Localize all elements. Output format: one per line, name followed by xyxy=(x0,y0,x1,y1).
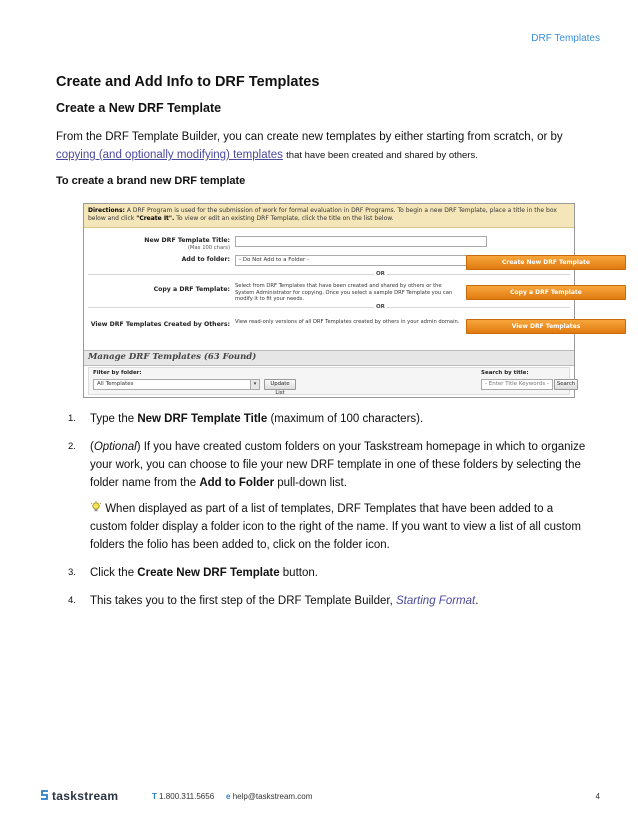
list-item xyxy=(56,564,586,582)
taskstream-logo-icon xyxy=(40,790,49,800)
list-item xyxy=(56,592,586,610)
step-number: 2. xyxy=(68,441,76,452)
manage-templates-title: Manage DRF Templates (63 Found) xyxy=(88,352,257,362)
manage-templates-bar xyxy=(84,350,574,366)
email-address: help@taskstream.com xyxy=(232,792,313,801)
directions-create-it: "Create It". xyxy=(136,215,175,222)
page-footer xyxy=(0,787,638,805)
page-number: 4 xyxy=(595,792,600,801)
copy-template-label: Copy a DRF Template: xyxy=(153,286,230,293)
copy-template-description: Select from DRF Templates that have been created and shared by others or the System Administrator for copying. Once you select a sample DRF Template you can modify it to fit your needs. xyxy=(235,283,453,302)
search-button[interactable]: Search xyxy=(554,379,578,390)
step-text: This takes you to the first step of the DRF Template Builder, xyxy=(90,595,396,607)
filter-area xyxy=(88,367,576,396)
search-title-input[interactable] xyxy=(481,379,553,390)
step-bold: Add to Folder xyxy=(199,477,275,489)
step-text: Click the xyxy=(90,567,138,579)
step-text: button. xyxy=(279,567,318,579)
filter-folder-select[interactable] xyxy=(93,379,260,390)
new-title-input[interactable] xyxy=(235,236,487,247)
footer-phone xyxy=(152,792,214,801)
section-subtitle: Create a New DRF Template xyxy=(56,101,222,115)
directions-box xyxy=(84,204,574,228)
list-item: 2. (Optional) If you have created custom folders on your Taskstream homepage in which to organize your work, you can choose to file your new DRF template in one of these folders by selecting the folder name from the Add to Folder pull-down list. xyxy=(56,438,586,492)
step-bold: New DRF Template Title xyxy=(137,413,268,425)
create-new-template-button[interactable]: Create New DRF Template xyxy=(466,255,626,270)
step-text: Type the xyxy=(90,413,138,425)
view-templates-description: View read-only versions of all DRF Templates created by others in your admin domain. xyxy=(235,319,460,325)
header-section-label: DRF Templates xyxy=(531,33,600,44)
phone-number: 1.800.311.5656 xyxy=(159,792,215,801)
footer-logo: taskstream xyxy=(52,789,119,803)
copy-templates-link[interactable]: copying (and optionally modifying) templates xyxy=(56,149,283,161)
page-title: Create and Add Info to DRF Templates xyxy=(56,74,320,90)
directions-label: Directions: xyxy=(88,207,125,214)
note-paragraph xyxy=(56,500,586,554)
directions-text-2: To view or edit an existing DRF Template, click the title on the list below. xyxy=(176,215,394,222)
add-folder-label: Add to folder: xyxy=(181,256,230,263)
step-text: (maximum of 100 characters). xyxy=(267,413,424,425)
steps-list xyxy=(56,410,586,610)
view-templates-button[interactable]: View DRF Templates xyxy=(466,319,626,334)
email-prefix: e xyxy=(226,792,231,801)
filter-folder-label: Filter by folder: xyxy=(93,370,142,376)
view-templates-label: View DRF Templates Created by Others: xyxy=(90,321,230,328)
step-text: ) If you have created custom folders on your Taskstream homepage in which to organize your work, you can choose to file your new DRF template in one of these folders by selecting the folder name from the xyxy=(90,441,586,489)
search-placeholder: - Enter Title Keywords - xyxy=(485,381,549,387)
or-separator-2: OR xyxy=(376,304,385,310)
search-title-label: Search by title: xyxy=(481,370,529,376)
folder-select-value: - Do Not Add to a Folder - xyxy=(239,257,309,263)
filter-folder-value: All Templates xyxy=(97,381,134,387)
step-number: 4. xyxy=(68,595,76,606)
intro-text: From the DRF Template Builder, you can create new templates by either starting from scratch, or by xyxy=(56,131,563,143)
copy-template-button[interactable]: Copy a DRF Template xyxy=(466,285,626,300)
folder-select[interactable] xyxy=(235,255,484,266)
directions-text: A DRF Program is used for the submission of work for formal evaluation in DRF Programs. To begin a new DRF Template, place a title in the box below and click xyxy=(88,207,557,222)
list-item xyxy=(56,410,586,428)
divider xyxy=(88,307,570,308)
intro-text-after: that have been created and shared by others. xyxy=(286,150,478,161)
step-number: 3. xyxy=(68,567,76,578)
step-text: pull-down list. xyxy=(274,477,347,489)
intro-paragraph xyxy=(56,128,586,165)
procedure-heading: To create a brand new DRF template xyxy=(56,175,246,187)
update-list-button[interactable]: Update List xyxy=(264,379,296,390)
note-text: When displayed as part of a list of templates, DRF Templates that have been added to a custom folder display a folder icon to the right of the name. If you want to view a list of all custom folders the folio has been added to, click on the folder icon. xyxy=(90,503,581,551)
footer-email xyxy=(226,792,312,801)
max-chars-note: (Max 100 chars) xyxy=(187,245,230,251)
step-text: . xyxy=(475,595,479,607)
starting-format-link[interactable]: Starting Format xyxy=(395,595,476,607)
step-bold: Create New DRF Template xyxy=(137,567,280,579)
or-separator-1: OR xyxy=(376,271,385,277)
new-title-label: New DRF Template Title: xyxy=(144,237,230,244)
phone-prefix: T xyxy=(152,792,157,801)
chevron-down-icon: ▾ xyxy=(250,380,259,389)
step-italic: Optional xyxy=(93,441,137,453)
step-number: 1. xyxy=(68,413,76,424)
drf-builder-screenshot xyxy=(83,203,590,398)
lightbulb-icon xyxy=(90,501,102,513)
divider xyxy=(88,274,570,275)
